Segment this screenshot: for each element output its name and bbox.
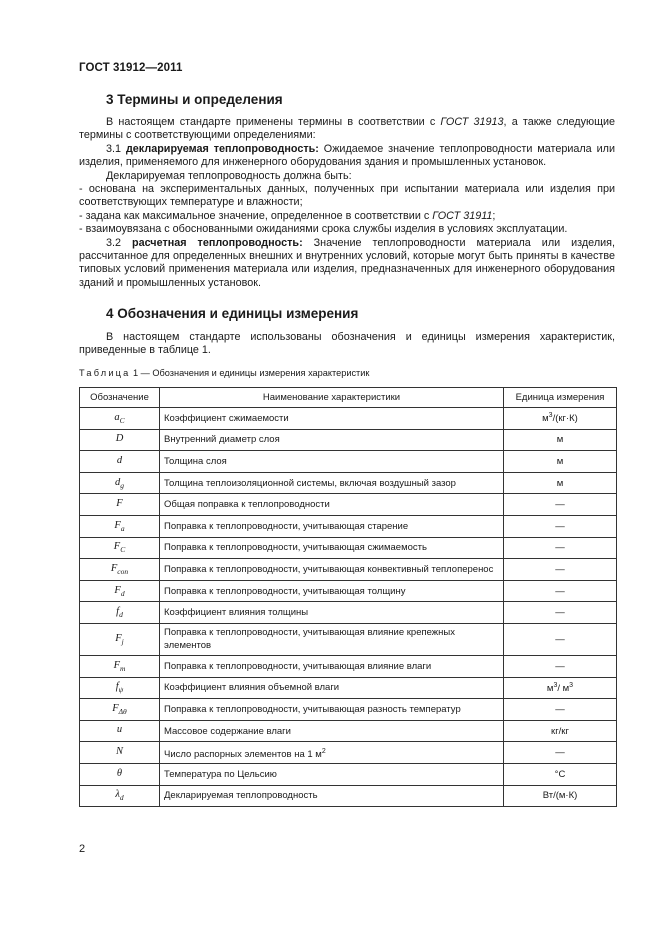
symbol-cell: F (80, 494, 160, 516)
term-definition: Значение теплопроводности материала или изделия, рассчитанное для определенных внешних и внутренних условий, которые могут быть приняты в качестве типовых условий применения материала или изделия, предназначенных для инженерного оборудования зданий и промышленных установок. (79, 236, 615, 289)
table-row (80, 742, 617, 764)
table-row (80, 763, 617, 785)
intro-text: В настоящем стандарте применены термины в соответствии с (106, 116, 441, 128)
requirements-lead: Декларируемая теплопроводность должна быть: (106, 169, 352, 182)
term-3-1 (79, 143, 615, 170)
table-row (80, 699, 617, 721)
name-cell: Декларируемая теплопроводность (160, 785, 504, 807)
gost-31913-reference: ГОСТ 31913 (440, 116, 504, 128)
header-symbol: Обозначение (80, 388, 160, 408)
name-cell: Толщина слоя (160, 451, 504, 473)
table-row (80, 785, 617, 807)
table-row (80, 655, 617, 677)
unit-cell: — (504, 623, 617, 655)
table-row (80, 602, 617, 624)
section-3-body (79, 116, 615, 290)
name-cell: Толщина теплоизоляционной системы, включая воздушный зазор (160, 472, 504, 494)
symbol-cell: $F_C$ (80, 537, 160, 559)
table-row (80, 408, 617, 430)
table-row (80, 623, 617, 655)
section-4-body (79, 331, 615, 358)
table-header-row (80, 388, 617, 408)
name-cell: Поправка к теплопроводности, учитывающая влияние крепежных элементов (160, 623, 504, 655)
unit-cell: — (504, 515, 617, 537)
symbol-cell: $F_{\Delta\theta}$ (80, 699, 160, 721)
symbol-cell: $F_a$ (80, 515, 160, 537)
symbol-cell: N (80, 742, 160, 764)
unit-cell: — (504, 494, 617, 516)
requirement-item: - основана на экспериментальных данных, полученных при испытании материала или изделия при соответствующих температуре и влажности; (79, 183, 615, 209)
requirement-text: - задана как максимальное значение, определенное в соответствии с (79, 209, 433, 222)
table-row (80, 451, 617, 473)
section-4-title: 4 Обозначения и единицы измерения (106, 306, 359, 321)
table-row (80, 559, 617, 581)
unit-cell: — (504, 537, 617, 559)
name-cell: Коэффициент влияния толщины (160, 602, 504, 624)
symbol-cell: $F_d$ (80, 580, 160, 602)
document-code: ГОСТ 31912—2011 (79, 62, 183, 74)
name-cell: Общая поправка к теплопроводности (160, 494, 504, 516)
table-row (80, 677, 617, 699)
unit-cell: — (504, 699, 617, 721)
unit-cell: $м^3/(кг\cdot К)$ (504, 408, 617, 430)
unit-cell: — (504, 580, 617, 602)
symbol-cell: u (80, 720, 160, 742)
unit-cell: м (504, 451, 617, 473)
term-3-2 (79, 237, 615, 291)
section-3-intro (79, 116, 615, 143)
header-name: Наименование характеристики (160, 388, 504, 408)
name-cell: Число распорных элементов на 1 $м^2$ (160, 742, 504, 764)
symbol-cell: $F_j$ (80, 623, 160, 655)
table-row (80, 537, 617, 559)
section-4-intro: В настоящем стандарте использованы обозначения и единицы измерения характеристик, приведенные в таблице 1. (79, 331, 615, 357)
name-cell: Поправка к теплопроводности, учитывающая влияние влаги (160, 655, 504, 677)
unit-cell: °С (504, 763, 617, 785)
unit-cell: — (504, 602, 617, 624)
symbol-cell: $d_g$ (80, 472, 160, 494)
term-number: 3.1 (106, 142, 126, 155)
term-definition: Ожидаемое значение теплопроводности материала или изделия, применяемого для инженерного оборудования здания и промышленных установок. (79, 142, 615, 169)
table-caption (79, 368, 369, 378)
header-unit: Единица измерения (504, 388, 617, 408)
unit-cell: кг/кг (504, 720, 617, 742)
symbol-cell: $\lambda_d$ (80, 785, 160, 807)
symbol-cell: $f_d$ (80, 602, 160, 624)
term-name: расчетная теплопроводность: (131, 236, 303, 249)
table-row (80, 720, 617, 742)
name-cell: Поправка к теплопроводности, учитывающая толщину (160, 580, 504, 602)
requirement-item: - взаимоувязана с обоснованными ожиданиями срока службы изделия в условиях эксплуатации. (79, 223, 568, 236)
unit-cell: м (504, 472, 617, 494)
name-cell: Внутренний диаметр слоя (160, 429, 504, 451)
symbol-cell: $F_{con}$ (80, 559, 160, 581)
name-cell: Массовое содержание влаги (160, 720, 504, 742)
unit-cell: — (504, 559, 617, 581)
table-row (80, 429, 617, 451)
name-cell: Температура по Цельсию (160, 763, 504, 785)
section-3-title: 3 Термины и определения (106, 92, 283, 107)
symbols-table (79, 387, 617, 807)
table-row (80, 515, 617, 537)
name-cell: Поправка к теплопроводности, учитывающая сжимаемость (160, 537, 504, 559)
term-name: декларируемая теплопроводность: (125, 142, 319, 155)
table-row (80, 472, 617, 494)
page-number: 2 (79, 843, 86, 855)
table-row (80, 494, 617, 516)
table-caption-label: Таблица (79, 368, 131, 378)
name-cell: Коэффициент сжимаемости (160, 408, 504, 430)
name-cell: Коэффициент влияния объемной влаги (160, 677, 504, 699)
unit-cell: — (504, 655, 617, 677)
table-row (80, 580, 617, 602)
gost-31911-reference: ГОСТ 31911 (432, 209, 493, 222)
symbol-cell: D (80, 429, 160, 451)
name-cell: Поправка к теплопроводности, учитывающая конвективный теплоперенос (160, 559, 504, 581)
unit-cell: $м^3/$ $м^3$ (504, 677, 617, 699)
symbol-cell: $f_\psi$ (80, 677, 160, 699)
symbol-cell: $F_m$ (80, 655, 160, 677)
name-cell: Поправка к теплопроводности, учитывающая разность температур (160, 699, 504, 721)
symbol-cell: d (80, 451, 160, 473)
symbol-cell: $a_C$ (80, 408, 160, 430)
requirement-item (79, 210, 615, 223)
intro-text-end: , а также следующие термины с соответствующими определениями: (79, 116, 615, 142)
unit-cell: Вт/(м·К) (504, 785, 617, 807)
requirement-text-end: ; (492, 209, 496, 222)
table-caption-text: 1 — Обозначения и единицы измерения характеристик (130, 368, 370, 378)
unit-cell: м (504, 429, 617, 451)
symbol-cell: θ (80, 763, 160, 785)
unit-cell: — (504, 742, 617, 764)
term-number: 3.2 (106, 236, 132, 249)
name-cell: Поправка к теплопроводности, учитывающая старение (160, 515, 504, 537)
